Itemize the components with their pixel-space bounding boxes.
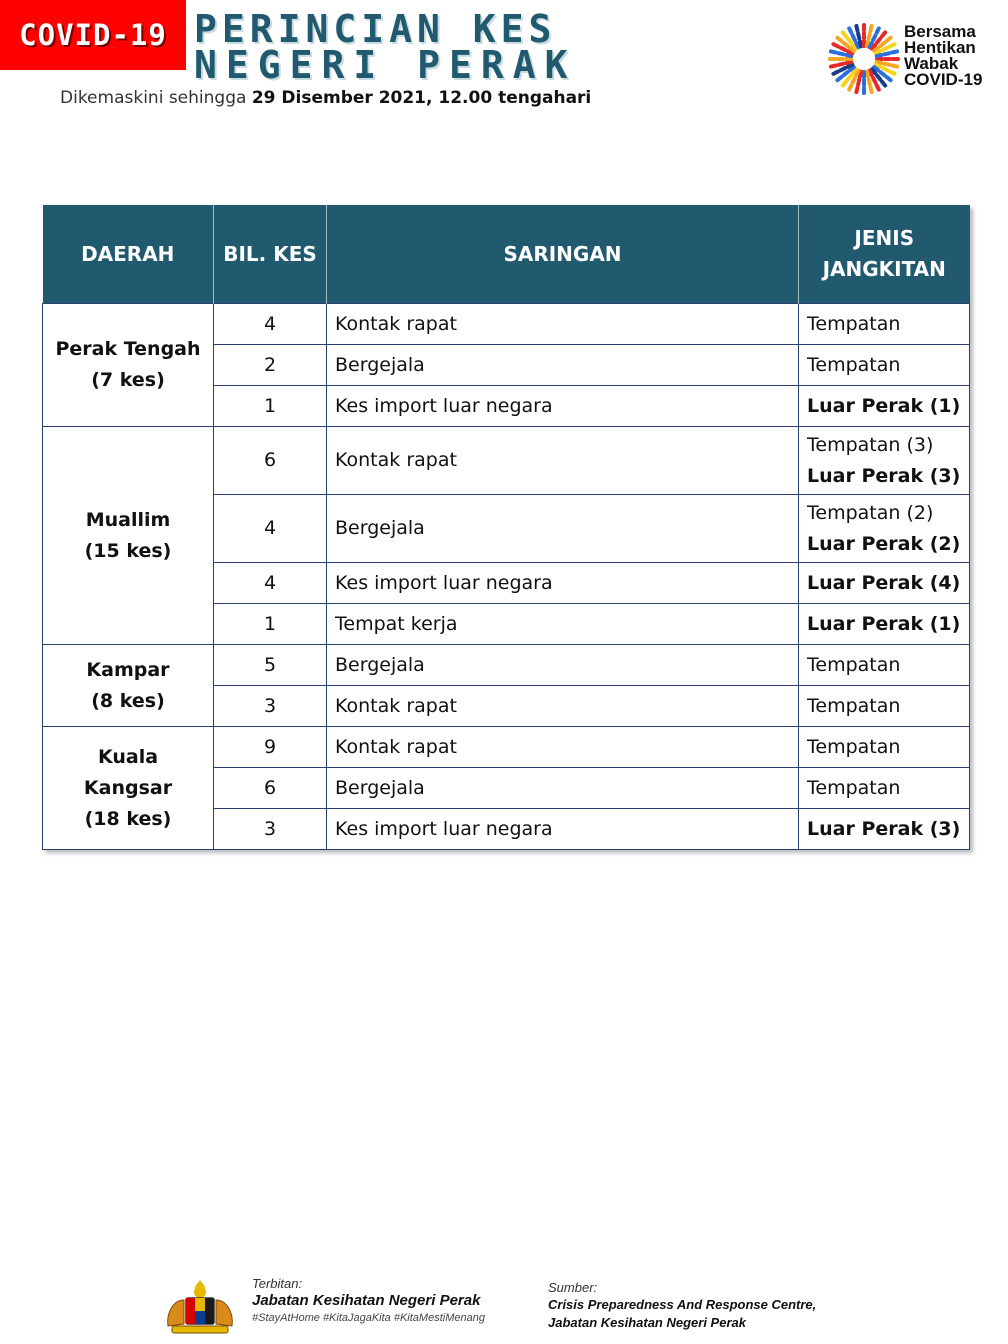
terbitan-block: [252, 1276, 485, 1324]
jenis-text: Luar Perak (1): [807, 394, 961, 417]
logo-text: [904, 24, 982, 88]
bil-cell: 6: [214, 427, 327, 495]
hashtags: #StayAtHome #KitaJagaKita #KitaMestiMenang: [252, 1312, 485, 1324]
jenis-cell: [799, 304, 970, 345]
jenis-text: Tempatan: [807, 694, 901, 717]
sumber-block: [548, 1280, 816, 1331]
daerah-name: Kampar: [86, 658, 170, 681]
logo-line: Wabak: [904, 54, 959, 73]
daerah-cell: [43, 727, 214, 850]
sumber-label: Sumber:: [548, 1280, 598, 1295]
logo-line: Bersama: [904, 22, 976, 41]
daerah-total: (15 kes): [84, 539, 172, 562]
logo-line: COVID-19: [904, 70, 983, 89]
coat-of-arms-icon: [160, 1278, 240, 1338]
updated-prefix: Dikemaskini sehingga: [60, 88, 252, 108]
header-saringan: SARINGAN: [327, 205, 799, 304]
jenis-cell: [799, 427, 970, 495]
saringan-cell: Bergejala: [327, 345, 799, 386]
saringan-cell: Kontak rapat: [327, 427, 799, 495]
covid-badge: [0, 0, 186, 70]
terbitan-org: Jabatan Kesihatan Negeri Perak: [252, 1292, 481, 1309]
table-row: [43, 304, 970, 345]
bil-cell: 4: [214, 563, 327, 604]
jenis-text: Luar Perak (3): [807, 464, 961, 487]
jenis-cell: [799, 563, 970, 604]
page-title-line2: NEGERI PERAK: [194, 43, 577, 87]
bil-cell: 6: [214, 768, 327, 809]
daerah-name: Perak Tengah: [55, 338, 201, 360]
saringan-cell: Kes import luar negara: [327, 386, 799, 427]
saringan-cell: Tempat kerja: [327, 604, 799, 645]
jenis-cell: [799, 686, 970, 727]
campaign-logo: [828, 18, 998, 100]
table-header-row: [43, 205, 970, 304]
jenis-cell: [799, 495, 970, 563]
bil-cell: 5: [214, 645, 327, 686]
daerah-total: (18 kes): [84, 807, 172, 830]
daerah-name: Kuala Kangsar: [83, 745, 173, 799]
cases-table: [42, 205, 970, 850]
jenis-text: Tempatan (3): [807, 433, 934, 456]
sumber-line2: Jabatan Kesihatan Negeri Perak: [548, 1315, 746, 1330]
table-row: [43, 427, 970, 495]
jenis-cell: [799, 727, 970, 768]
jenis-text: Tempatan: [807, 353, 901, 376]
daerah-cell: [43, 427, 214, 645]
header-daerah: DAERAH: [43, 205, 214, 304]
bil-cell: 2: [214, 345, 327, 386]
bil-cell: 3: [214, 686, 327, 727]
header-jenis-line2: JANGKITAN: [822, 257, 946, 281]
jenis-cell: [799, 345, 970, 386]
jenis-text: Tempatan: [807, 735, 901, 758]
header-jenis-jangkitan: [799, 205, 970, 304]
jenis-cell: [799, 386, 970, 427]
burst-logo-icon: [828, 18, 900, 100]
updated-text: [60, 88, 591, 108]
saringan-cell: Bergejala: [327, 768, 799, 809]
bil-cell: 4: [214, 495, 327, 563]
saringan-cell: Kontak rapat: [327, 686, 799, 727]
jenis-text: Luar Perak (2): [807, 532, 961, 555]
daerah-cell: [43, 645, 214, 727]
daerah-cell: [43, 304, 214, 427]
jenis-text: Luar Perak (3): [807, 817, 961, 840]
jenis-text: Luar Perak (4): [807, 571, 961, 594]
page-title-line1: PERINCIAN KES: [194, 7, 557, 51]
bil-cell: 3: [214, 809, 327, 850]
daerah-total: (7 kes): [91, 369, 165, 391]
bil-cell: 4: [214, 304, 327, 345]
saringan-cell: Bergejala: [327, 495, 799, 563]
jenis-cell: [799, 604, 970, 645]
saringan-cell: Kontak rapat: [327, 304, 799, 345]
bil-cell: 9: [214, 727, 327, 768]
saringan-cell: Bergejala: [327, 645, 799, 686]
jenis-cell: [799, 645, 970, 686]
jenis-text: Luar Perak (1): [807, 612, 961, 635]
jenis-text: Tempatan: [807, 312, 901, 335]
sumber-line1: Crisis Preparedness And Response Centre,: [548, 1297, 817, 1312]
terbitan-label: Terbitan:: [252, 1276, 303, 1291]
bil-cell: 1: [214, 386, 327, 427]
header-jenis-line1: JENIS: [854, 226, 915, 250]
bil-cell: 1: [214, 604, 327, 645]
table-row: [43, 645, 970, 686]
saringan-cell: Kontak rapat: [327, 727, 799, 768]
saringan-cell: Kes import luar negara: [327, 563, 799, 604]
badge-text: COVID-19: [19, 18, 167, 52]
jenis-text: Tempatan: [807, 653, 901, 676]
daerah-name: Muallim: [85, 508, 171, 531]
saringan-cell: Kes import luar negara: [327, 809, 799, 850]
jenis-text: Tempatan (2): [807, 501, 934, 524]
jenis-cell: [799, 768, 970, 809]
jenis-cell: [799, 809, 970, 850]
updated-date: 29 Disember 2021, 12.00 tengahari: [251, 88, 592, 108]
daerah-total: (8 kes): [91, 689, 165, 712]
table-row: [43, 727, 970, 768]
jenis-text: Tempatan: [807, 776, 901, 799]
logo-line: Hentikan: [904, 38, 976, 57]
header-bil-kes: BIL. KES: [214, 205, 327, 304]
